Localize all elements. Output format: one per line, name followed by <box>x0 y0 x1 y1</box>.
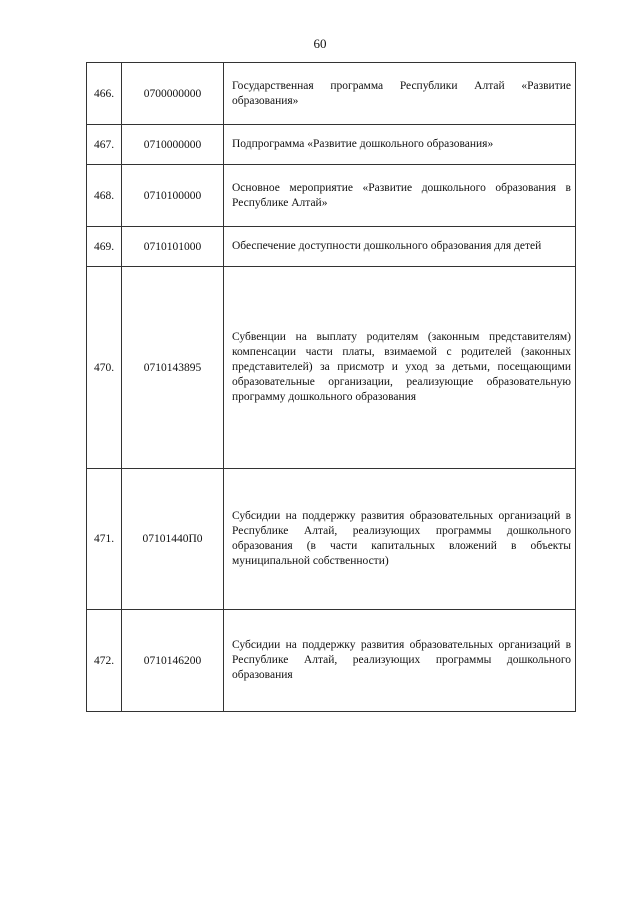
row-number: 472. <box>87 610 122 712</box>
row-code: 0710000000 <box>122 125 224 165</box>
table-row <box>87 610 576 712</box>
table-row <box>87 63 576 125</box>
row-number: 469. <box>87 227 122 267</box>
row-code: 0710100000 <box>122 165 224 227</box>
page-number: 60 <box>313 36 327 51</box>
table-row <box>87 267 576 469</box>
table-row <box>87 125 576 165</box>
row-name: Субвенции на выплату родителям (законным представителям) компенсации части платы, взимаемой с родителей (законных представителей) за присмотр и уход за детьми, посещающими образовательные организации, реализующие образовательную программу дошкольного образования <box>224 267 576 469</box>
table-row <box>87 469 576 610</box>
row-name: Субсидии на поддержку развития образовательных организаций в Республике Алтай, реализующих программы дошкольного образования (в части капитальных вложений в объекты муниципальной собственности) <box>224 469 576 610</box>
row-number: 470. <box>87 267 122 469</box>
row-number: 468. <box>87 165 122 227</box>
row-code: 0710143895 <box>122 267 224 469</box>
row-number: 467. <box>87 125 122 165</box>
row-name: Государственная программа Республики Алтай «Развитие образования» <box>224 63 576 125</box>
row-name: Основное мероприятие «Развитие дошкольного образования в Республике Алтай» <box>224 165 576 227</box>
row-name: Подпрограмма «Развитие дошкольного образования» <box>224 125 576 165</box>
row-code: 0710146200 <box>122 610 224 712</box>
row-name: Субсидии на поддержку развития образовательных организаций в Республике Алтай, реализующих программы дошкольного образования <box>224 610 576 712</box>
row-number: 471. <box>87 469 122 610</box>
budget-classification-table <box>86 62 576 712</box>
row-number: 466. <box>87 63 122 125</box>
row-name: Обеспечение доступности дошкольного образования для детей <box>224 227 576 267</box>
row-code: 0710101000 <box>122 227 224 267</box>
table-row <box>87 227 576 267</box>
table-row <box>87 165 576 227</box>
row-code: 0700000000 <box>122 63 224 125</box>
row-code: 07101440П0 <box>122 469 224 610</box>
